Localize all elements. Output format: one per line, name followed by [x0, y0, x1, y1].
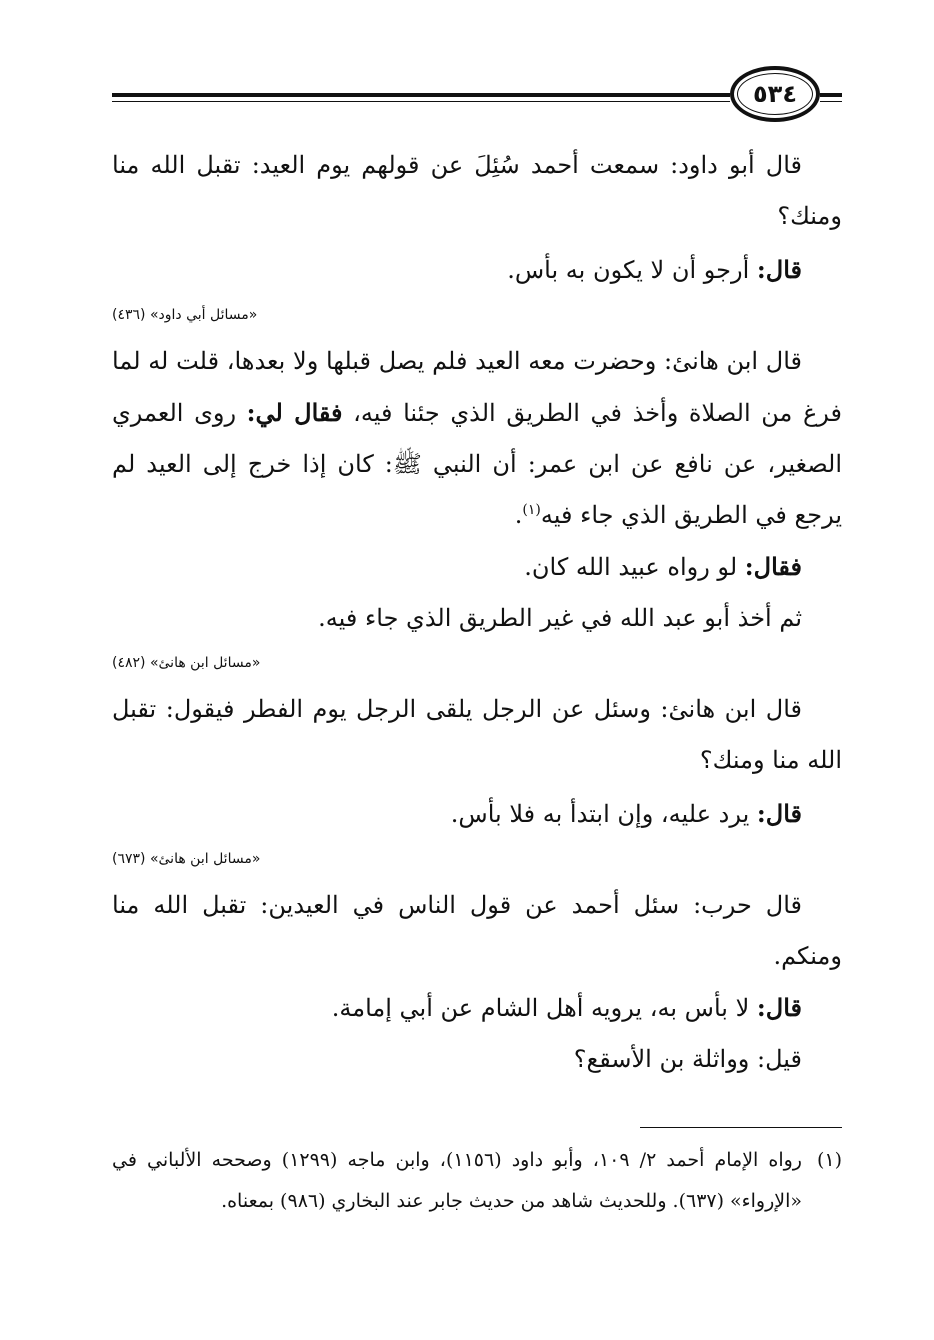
answer-text: لا بأس به، يرويه أهل الشام عن أبي إمامة.	[331, 994, 757, 1022]
paragraph-answer-4	[112, 982, 842, 1034]
header-rule	[112, 93, 730, 97]
source-citation: «مسائل أبي داود» (٤٣٦)	[112, 307, 258, 323]
main-text	[112, 140, 842, 1085]
source-citation: «مسائل ابن هانئ» (٦٧٣)	[112, 851, 261, 867]
paragraph-harb: قال حرب: سئل أحمد عن قول الناس في العيدين: تقبل الله منا ومنكم.	[112, 891, 842, 970]
paragraph-answer-1	[112, 244, 842, 296]
speaker-label: قال:	[756, 799, 802, 828]
footnote-item	[112, 1140, 842, 1222]
page-number-badge	[730, 66, 820, 122]
header-rule-thin	[112, 101, 730, 102]
header-rule-right-thin	[820, 101, 842, 102]
answer-text: يرد عليه، وإن ابتدأ به فلا بأس.	[450, 800, 757, 828]
paragraph-text: روى العمري الصغير، عن نافع عن ابن عمر: أن النبي ﷺ: كان إذا خرج إلى العيد لم يرجع في الطريق الذي جاء فيه	[112, 399, 842, 529]
footnote-text: رواه الإمام أحمد ٢/ ١٠٩، وأبو داود (١١٥٦)، وابن ماجه (١٢٩٩) وصححه الألباني في «الإرواء» (٦٣٧). وللحديث شاهد من حديث جابر عند البخاري (٩٨٦) بمعناه.	[112, 1149, 802, 1212]
paragraph-narration: ثم أخذ أبو عبد الله في غير الطريق الذي جاء فيه.	[318, 604, 802, 632]
paragraph-answer-3	[112, 788, 842, 840]
footnote-separator	[640, 1127, 842, 1128]
paragraph-question-wathila: قيل: وواثلة بن الأسقع؟	[573, 1045, 802, 1073]
paragraph-ibn-hani-eid: قال ابن هانئ: وحضرت معه العيد فلم يصل قبلها ولا بعدها، قلت له لما فرغ من الصلاة وأخذ في الطريق الذي جئنا فيه، فقال لي: روى العمري الصغير، عن نافع عن ابن عمر: أن النبي ﷺ: كان إذا خرج إلى العيد لم يرجع في الطريق الذي جاء فيه$^{(١)}$.	[112, 347, 842, 529]
header-rule-right	[820, 93, 842, 97]
speaker-label: قال:	[756, 993, 802, 1022]
footnote-reference[interactable]: (١)	[522, 502, 541, 518]
answer-text: أرجو أن لا يكون به بأس.	[507, 256, 757, 284]
speaker-label: فقال لي:	[246, 398, 343, 427]
speaker-label: فقال:	[744, 552, 802, 581]
source-citation: «مسائل ابن هانئ» (٤٨٢)	[112, 655, 261, 671]
footnote-mark: (١)	[816, 1149, 842, 1171]
paragraph-text: قال ابن هانئ: وحضرت معه العيد فلم يصل قبلها ولا بعدها، قلت له لما فرغ من الصلاة وأخذ في الطريق الذي جئنا فيه،	[112, 347, 842, 427]
answer-text: لو رواه عبيد الله كان.	[524, 553, 745, 581]
speaker-label: قال:	[756, 255, 802, 284]
paragraph-answer-2	[112, 541, 842, 593]
paragraph-ibn-hani-fitr: قال ابن هانئ: وسئل عن الرجل يلقى الرجل يوم الفطر فيقول: تقبل الله منا ومنك؟	[112, 695, 842, 774]
footnotes	[112, 1140, 842, 1222]
paragraph-abu-dawud-question: قال أبو داود: سمعت أحمد سُئِلَ عن قولهم يوم العيد: تقبل الله منا ومنك؟	[112, 151, 842, 230]
page-number: ٥٣٤	[753, 80, 797, 108]
